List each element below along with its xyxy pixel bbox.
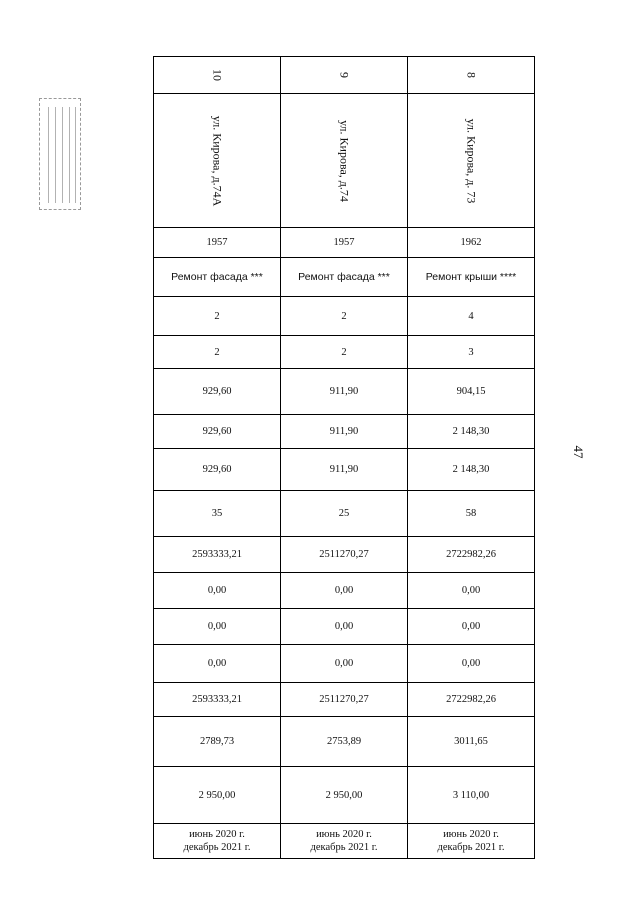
cell-area: 2 148,30 bbox=[408, 449, 535, 491]
table-row bbox=[154, 228, 535, 258]
table-row bbox=[154, 537, 535, 573]
table-row bbox=[154, 491, 535, 537]
cell-residents: 25 bbox=[281, 491, 408, 537]
table-row bbox=[154, 717, 535, 767]
cell-address: ул. Кирова, д.74 bbox=[281, 94, 408, 228]
cell-unit-cost: 2789,73 bbox=[154, 717, 281, 767]
cell-floors: 4 bbox=[408, 297, 535, 336]
cell-unit-cost: 2753,89 bbox=[281, 717, 408, 767]
cell-fund: 0,00 bbox=[154, 609, 281, 645]
period-start: июнь 2020 г. bbox=[316, 829, 372, 840]
cell-area: 2 148,30 bbox=[408, 415, 535, 449]
table-row bbox=[154, 336, 535, 369]
cell-cost-total: 2722982,26 bbox=[408, 537, 535, 573]
cell-floors: 2 bbox=[154, 297, 281, 336]
cell-floors: 2 bbox=[281, 297, 408, 336]
table-row bbox=[154, 573, 535, 609]
period-start: июнь 2020 г. bbox=[443, 829, 499, 840]
cell-fund: 0,00 bbox=[408, 573, 535, 609]
cell-area-total: 911,90 bbox=[281, 369, 408, 415]
cell-unit-cost-limit: 3 110,00 bbox=[408, 767, 535, 824]
cell-area-total: 929,60 bbox=[154, 369, 281, 415]
cell-year: 1957 bbox=[281, 228, 408, 258]
table-row bbox=[154, 767, 535, 824]
approval-stamp bbox=[39, 98, 81, 210]
cell-area-total: 904,15 bbox=[408, 369, 535, 415]
table-row bbox=[154, 297, 535, 336]
cell-area: 911,90 bbox=[281, 415, 408, 449]
cell-index: 9 bbox=[281, 57, 408, 94]
cell-fund: 0,00 bbox=[281, 573, 408, 609]
table-row bbox=[154, 683, 535, 717]
period-end: декабрь 2021 г. bbox=[310, 842, 378, 853]
table-row bbox=[154, 258, 535, 297]
repair-program-table bbox=[153, 56, 535, 859]
period-end: декабрь 2021 г. bbox=[437, 842, 505, 853]
cell-area: 929,60 bbox=[154, 449, 281, 491]
cell-entrances: 2 bbox=[154, 336, 281, 369]
table-row bbox=[154, 369, 535, 415]
page-number: 47 bbox=[571, 445, 586, 459]
cell-fund: 0,00 bbox=[408, 609, 535, 645]
cell-period bbox=[281, 824, 408, 859]
table-row bbox=[154, 57, 535, 94]
cell-fund: 0,00 bbox=[281, 609, 408, 645]
table-row bbox=[154, 824, 535, 859]
table-row bbox=[154, 645, 535, 683]
cell-work-type: Ремонт крыши **** bbox=[408, 258, 535, 297]
cell-unit-cost-limit: 2 950,00 bbox=[281, 767, 408, 824]
cell-entrances: 2 bbox=[281, 336, 408, 369]
cell-area: 929,60 bbox=[154, 415, 281, 449]
cell-entrances: 3 bbox=[408, 336, 535, 369]
cell-unit-cost-limit: 2 950,00 bbox=[154, 767, 281, 824]
cell-period bbox=[408, 824, 535, 859]
cell-residents: 58 bbox=[408, 491, 535, 537]
cell-unit-cost: 3011,65 bbox=[408, 717, 535, 767]
cell-fund: 0,00 bbox=[154, 645, 281, 683]
table-row bbox=[154, 94, 535, 228]
cell-address: ул. Кирова, д. 73 bbox=[408, 94, 535, 228]
cell-index: 10 bbox=[154, 57, 281, 94]
cell-owners-funds: 2722982,26 bbox=[408, 683, 535, 717]
table-row bbox=[154, 449, 535, 491]
cell-year: 1957 bbox=[154, 228, 281, 258]
table-row bbox=[154, 415, 535, 449]
cell-residents: 35 bbox=[154, 491, 281, 537]
cell-work-type: Ремонт фасада *** bbox=[281, 258, 408, 297]
cell-year: 1962 bbox=[408, 228, 535, 258]
cell-area: 911,90 bbox=[281, 449, 408, 491]
table-row bbox=[154, 609, 535, 645]
cell-work-type: Ремонт фасада *** bbox=[154, 258, 281, 297]
cell-fund: 0,00 bbox=[154, 573, 281, 609]
cell-fund: 0,00 bbox=[281, 645, 408, 683]
cell-owners-funds: 2511270,27 bbox=[281, 683, 408, 717]
cell-address: ул. Кирова, д.74А bbox=[154, 94, 281, 228]
cell-fund: 0,00 bbox=[408, 645, 535, 683]
cell-cost-total: 2593333,21 bbox=[154, 537, 281, 573]
period-start: июнь 2020 г. bbox=[189, 829, 245, 840]
cell-period bbox=[154, 824, 281, 859]
period-end: декабрь 2021 г. bbox=[183, 842, 251, 853]
cell-cost-total: 2511270,27 bbox=[281, 537, 408, 573]
cell-index: 8 bbox=[408, 57, 535, 94]
cell-owners-funds: 2593333,21 bbox=[154, 683, 281, 717]
